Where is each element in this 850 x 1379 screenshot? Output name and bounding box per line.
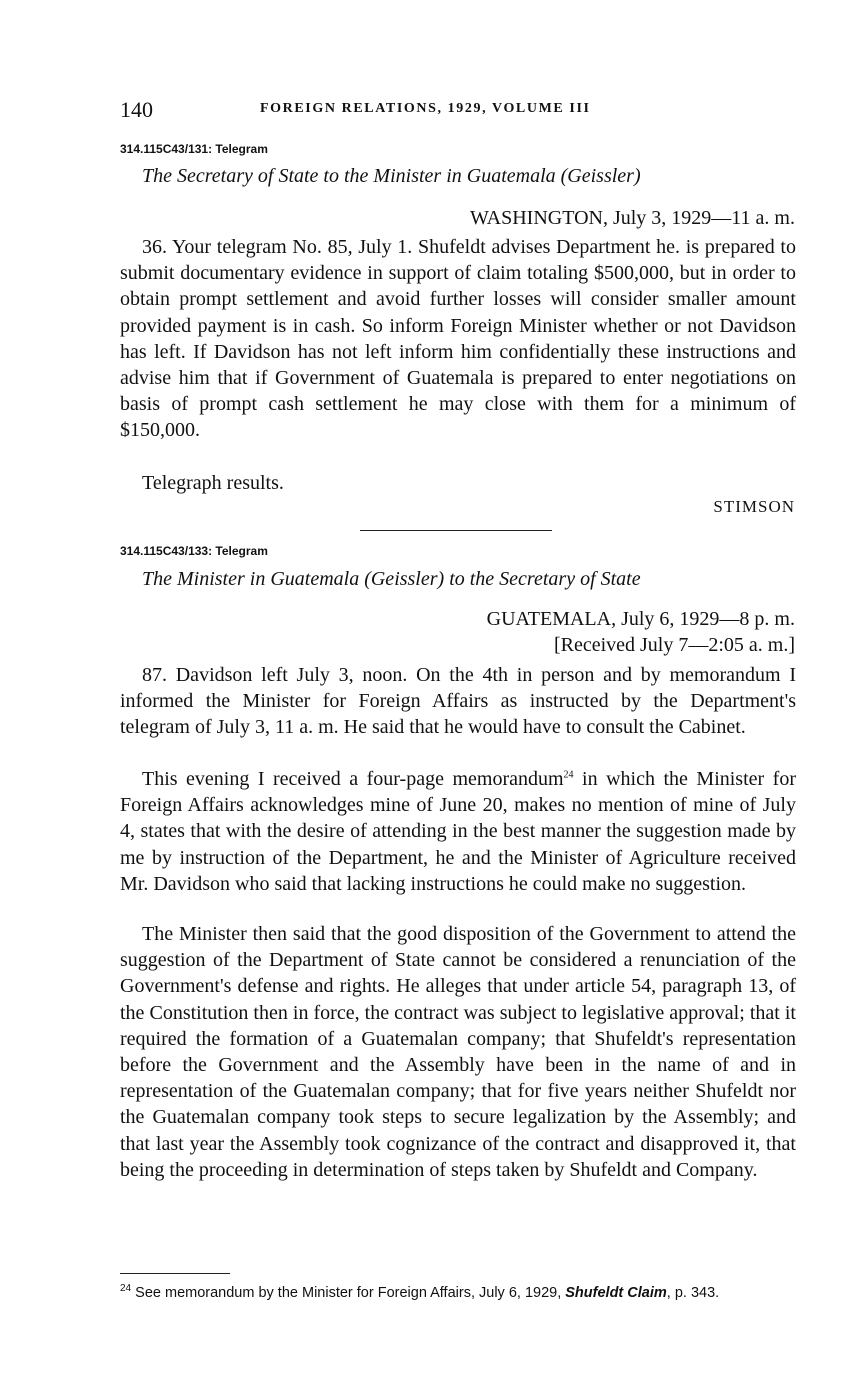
file-reference: 314.115C43/133: Telegram xyxy=(120,544,268,558)
signature: STIMSON xyxy=(713,497,795,516)
telegram-paragraph: Telegraph results. xyxy=(142,472,284,494)
telegram-paragraph: 87. Davidson left July 3, noon. On the 4th in person and by memorandum I informed the Minister for Foreign Affairs as instructed by the Department's telegram of July 3, 11 a. m. He said that he would have to consult the Cabinet. xyxy=(120,664,796,739)
page-header xyxy=(120,97,800,123)
paragraph-text: in which the Minister for Foreign Affairs acknowledges mine of June 20, makes no mention of mine of July 4, states that with the desire of attending in the best manner the suggestion made by me by instruction of the Department, he and the Minister of Agriculture received Mr. Davidson who said that lacking instructions he could make no suggestion. xyxy=(120,768,797,895)
document-title: The Minister in Guatemala (Geissler) to the Secretary of State xyxy=(142,568,641,590)
footnote-marker: 24 xyxy=(120,1283,132,1295)
footnote-text: See memorandum by the Minister for Foreign Affairs, July 6, 1929, xyxy=(135,1285,562,1301)
running-head: FOREIGN RELATIONS, 1929, VOLUME III xyxy=(260,101,591,116)
footnote xyxy=(120,1284,796,1303)
footnote-page: , p. 343. xyxy=(666,1285,720,1301)
received-note: [Received July 7—2:05 a. m.] xyxy=(553,634,795,656)
footnote-rule xyxy=(120,1273,230,1274)
footnote-reference: 24 xyxy=(563,769,574,781)
paragraph-text: This evening I received a four-page memorandum xyxy=(142,768,564,790)
dateline: WASHINGTON, July 3, 1929—11 a. m. xyxy=(470,207,795,229)
dateline-place-date: GUATEMALA, July 6, 1929—8 p. m. xyxy=(486,608,795,630)
footnote-source: Shufeldt Claim xyxy=(565,1285,667,1301)
telegram-paragraph: 36. Your telegram No. 85, July 1. Shufeldt advises Department he. is prepared to submit documentary evidence in support of claim totaling $500,000, but in order to obtain prompt settlement and avoid further losses will consider smaller amount provided payment is in cash. So inform Foreign Minister whether or not Davidson has left. If Davidson has not left inform him confidentially these instructions and advise him that if Government of Guatemala is prepared to enter negotiations on basis of prompt cash settlement he may close with them for a minimum of $150,000. xyxy=(120,236,796,442)
telegram-paragraph xyxy=(120,766,796,897)
document-title: The Secretary of State to the Minister in Guatemala (Geissler) xyxy=(142,165,641,187)
telegram-paragraph: The Minister then said that the good disposition of the Government to attend the suggestion of the Department of State cannot be considered a renunciation of the Government's defense and rights. He alleges that under article 54, paragraph 13, of the Constitution then in force, the contract was subject to legislative approval; that it required the formation of a Guatemalan company; that Shufeldt's representation before the Government and the Assembly have been in the name of and in representation of the Guatemalan company; that for five years neither Shufeldt nor the Guatemalan company took steps to secure legalization by the Assembly; and that last year the Assembly took cognizance of the contract and disapproved it, that being the proceeding in determination of steps taken by Shufeldt and Company. xyxy=(120,923,796,1181)
file-reference: 314.115C43/131: Telegram xyxy=(120,142,268,156)
dateline xyxy=(487,606,795,658)
section-divider xyxy=(360,530,552,531)
page-number: 140 xyxy=(120,97,153,122)
